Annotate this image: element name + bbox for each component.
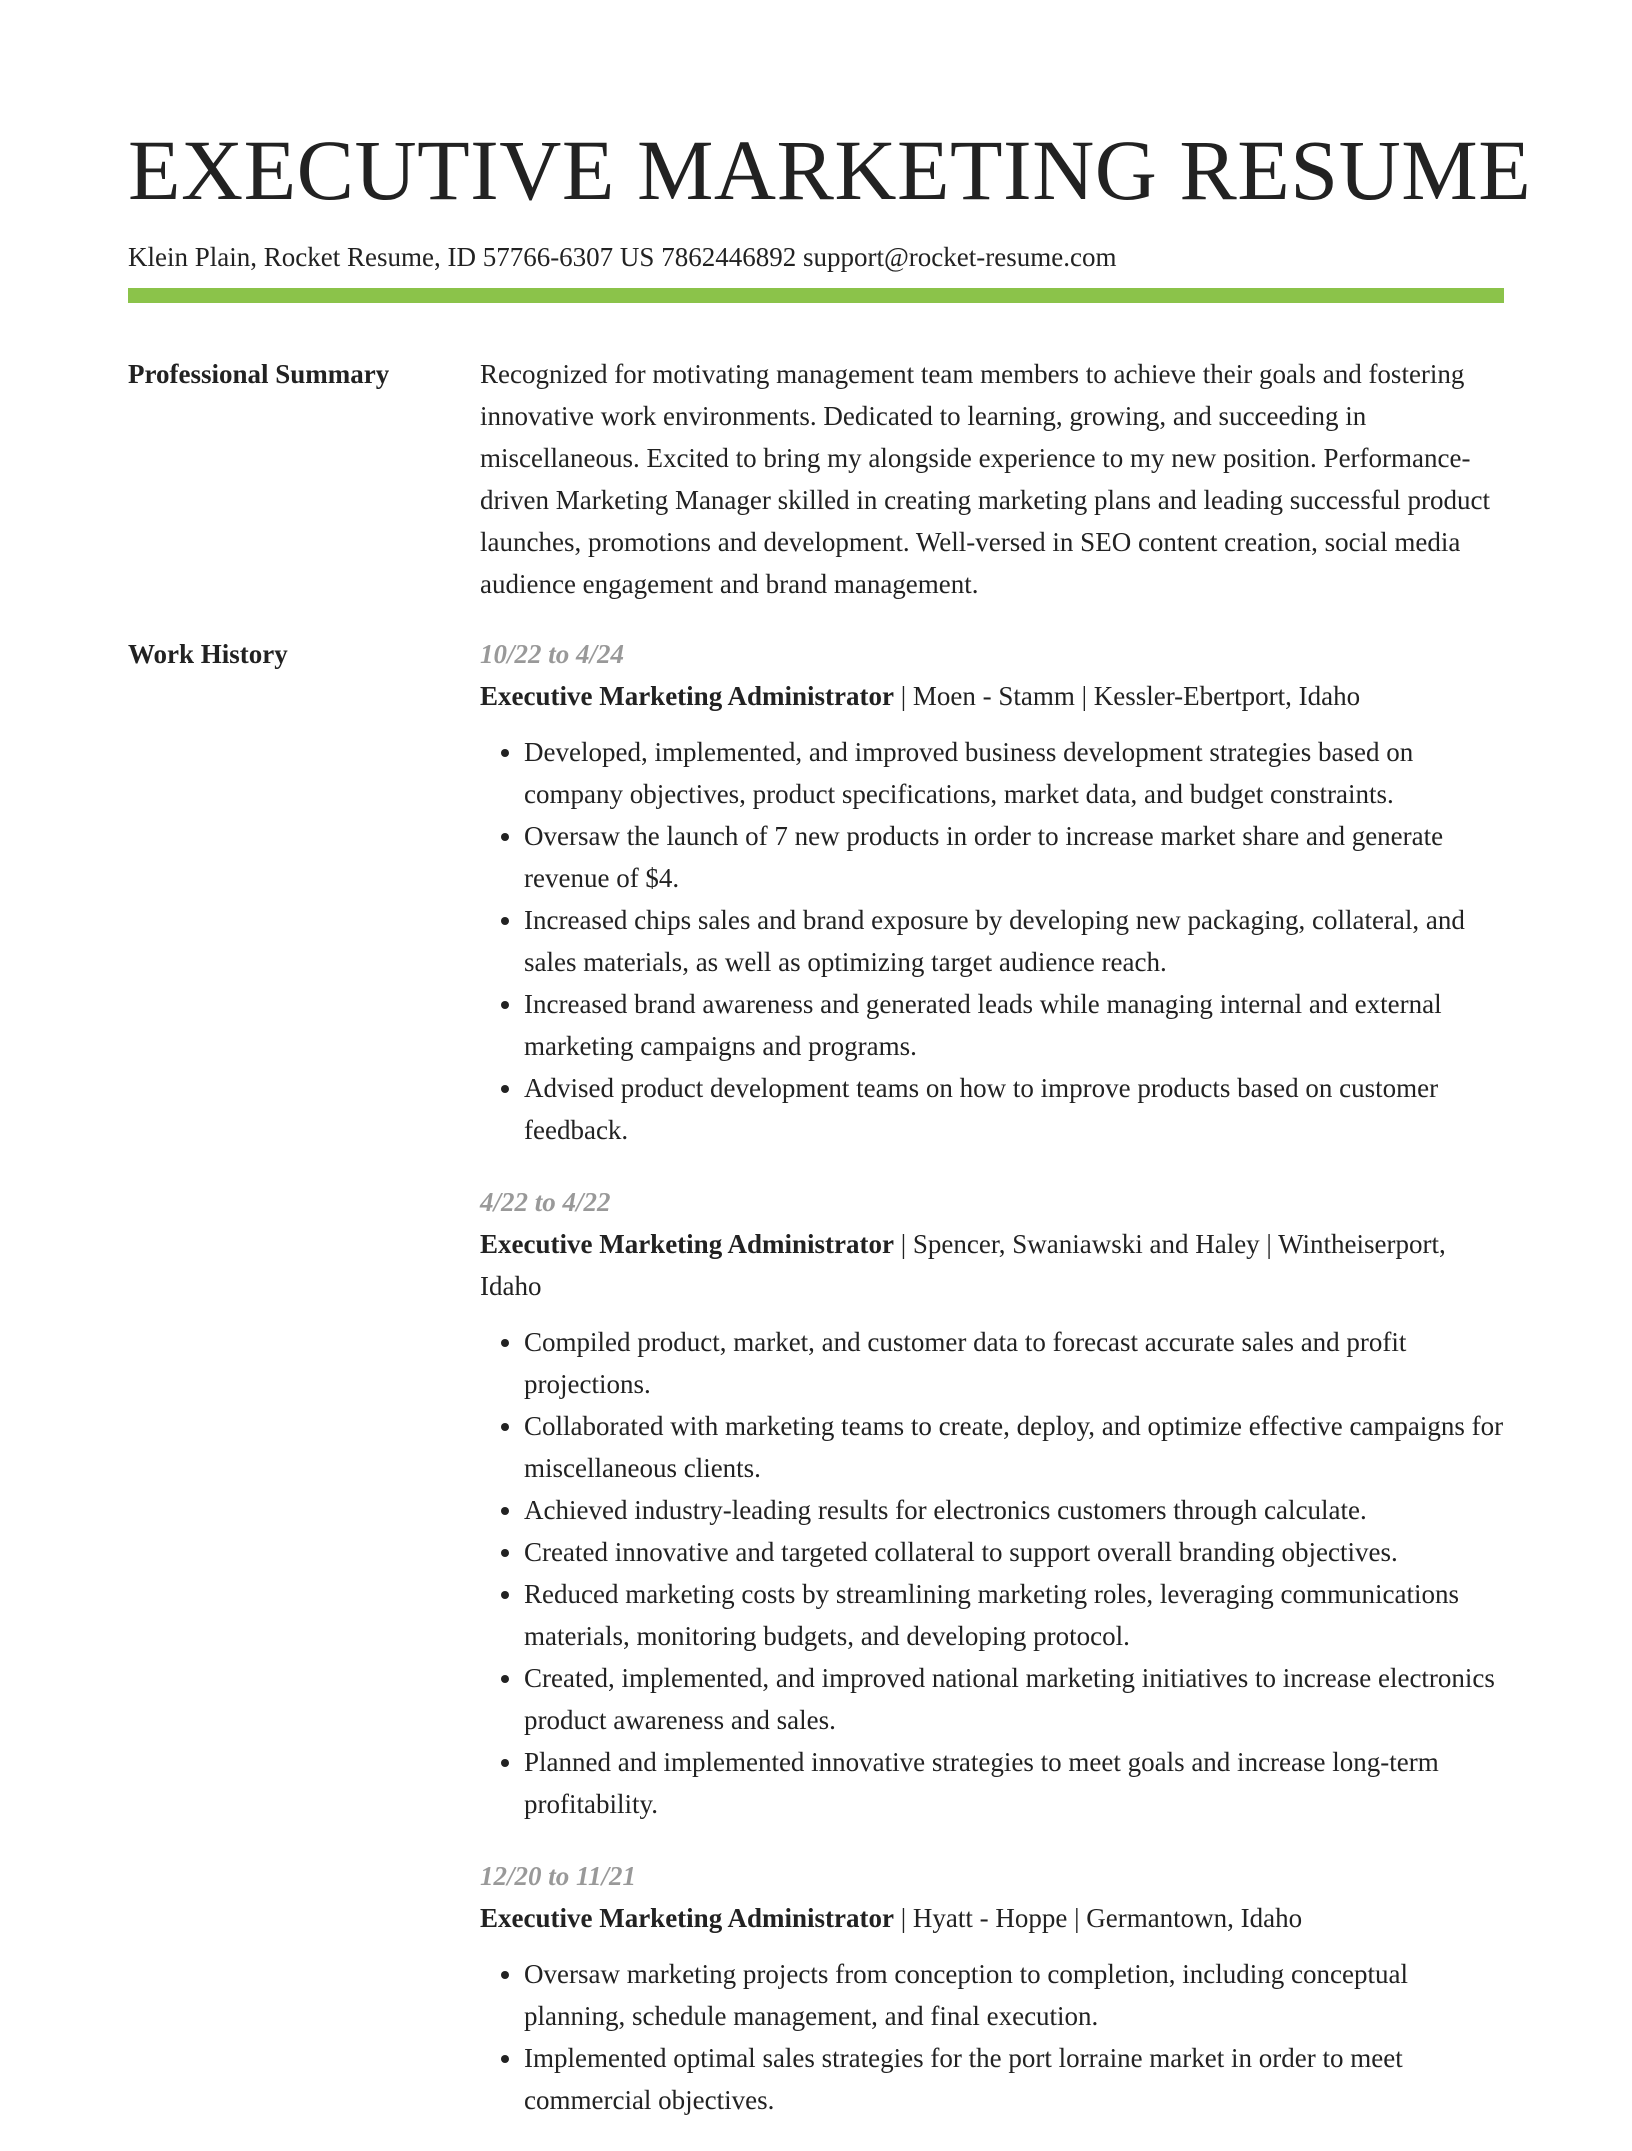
- job-dates: 10/22 to 4/24: [480, 639, 625, 669]
- job-bullet: • Increased chips sales and brand exposure by developing new packaging, collateral, and sales materials, as well as optimizing target audience reach.: [524, 899, 1504, 983]
- job-bullet: • Oversaw the launch of 7 new products in order to increase market share and generate revenue of $4.: [524, 815, 1504, 899]
- job-heading: [480, 1223, 1504, 1307]
- job-title: Executive Marketing Administrator: [480, 1903, 894, 1933]
- contact-line: Klein Plain, Rocket Resume, ID 57766-6307 US 7862446892 support@rocket-resume.com: [128, 242, 1117, 272]
- job-bullets: [480, 1321, 1504, 1825]
- job-bullet: • Reduced marketing costs by streamlining marketing roles, leveraging communications materials, monitoring budgets, and developing protocol.: [524, 1573, 1504, 1657]
- job-bullets: [480, 731, 1504, 1151]
- job-bullet: • Increased brand awareness and generated leads while managing internal and external marketing campaigns and programs.: [524, 983, 1504, 1067]
- job-bullet: • Developed, implemented, and improved business development strategies based on company objectives, product specifications, market data, and budget constraints.: [524, 731, 1504, 815]
- job-details: | Hyatt - Hoppe | Germantown, Idaho: [893, 1903, 1303, 1933]
- resume-title: EXECUTIVE MARKETING RESUME: [128, 122, 1532, 218]
- professional-summary-section: [128, 353, 1504, 605]
- job-bullet: • Collaborated with marketing teams to create, deploy, and optimize effective campaigns for miscellaneous clients.: [524, 1405, 1504, 1489]
- job-dates: 4/22 to 4/22: [480, 1187, 611, 1217]
- job-entry: [480, 633, 1504, 1151]
- job-heading: [480, 1897, 1504, 1939]
- job-bullet: • Created, implemented, and improved national marketing initiatives to increase electronics product awareness and sales.: [524, 1657, 1504, 1741]
- job-bullet: • Planned and implemented innovative strategies to meet goals and increase long-term profitability.: [524, 1741, 1504, 1825]
- job-bullet: • Compiled product, market, and customer data to forecast accurate sales and profit projections.: [524, 1321, 1504, 1405]
- job-details: | Moen - Stamm | Kessler-Ebertport, Idaho: [893, 681, 1361, 711]
- job-bullet: • Created innovative and targeted collateral to support overall branding objectives.: [524, 1531, 1504, 1573]
- job-entry: [480, 1855, 1504, 2121]
- work-history-body: [480, 633, 1504, 2151]
- job-bullet: • Implemented optimal sales strategies for the port lorraine market in order to meet commercial objectives.: [524, 2037, 1504, 2121]
- job-dates: 12/20 to 11/21: [480, 1861, 637, 1891]
- summary-body: [480, 353, 1504, 605]
- resume-page: [128, 0, 1532, 2151]
- work-history-section: [128, 633, 1504, 2151]
- job-bullet: • Achieved industry-leading results for electronics customers through calculate.: [524, 1489, 1504, 1531]
- job-title: Executive Marketing Administrator: [480, 1229, 894, 1259]
- header-divider: [128, 288, 1504, 303]
- job-title: Executive Marketing Administrator: [480, 681, 894, 711]
- job-bullet: • Advised product development teams on how to improve products based on customer feedback.: [524, 1067, 1504, 1151]
- job-bullets: [480, 1953, 1504, 2121]
- section-label-work-history: Work History: [128, 639, 288, 669]
- job-entry: [480, 1181, 1504, 1825]
- section-label-summary: Professional Summary: [128, 359, 390, 389]
- job-details: | Spencer, Swaniawski and Haley | Wintheiserport, Idaho: [480, 1229, 1446, 1301]
- job-bullet: • Oversaw marketing projects from conception to completion, including conceptual planning, schedule management, and final execution.: [524, 1953, 1504, 2037]
- summary-text: Recognized for motivating management team members to achieve their goals and fostering innovative work environments. Dedicated to learning, growing, and succeeding in miscellaneous. Excited to bring my alongside experience to my new position. Performance-driven Marketing Manager skilled in creating marketing plans and leading successful product launches, promotions and development. Well-versed in SEO content creation, social media audience engagement and brand management.: [480, 359, 1490, 599]
- job-heading: [480, 675, 1504, 717]
